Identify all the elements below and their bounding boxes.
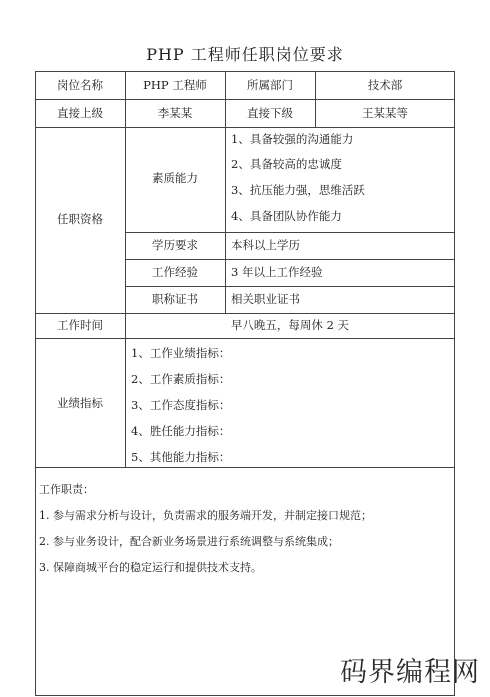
subordinate-value: 王某某等: [362, 106, 408, 120]
requirements-table: [35, 71, 455, 696]
dept-value: 技术部: [367, 78, 403, 92]
position-value: PHP 工程师: [143, 78, 207, 92]
dept-label: 所属部门: [247, 78, 293, 92]
work-time-label: 工作时间: [57, 318, 103, 332]
superior-value: 李某某: [157, 106, 193, 120]
education-label: 学历要求: [152, 238, 198, 252]
quality-item: 2、具备较高的忠诚度: [231, 157, 342, 171]
duties-heading: 工作职责：: [39, 483, 94, 496]
position-label: 岗位名称: [57, 78, 103, 92]
quality-item: 4、具备团队协作能力: [231, 209, 342, 223]
work-time-value: 早八晚五，每周休 2 天: [230, 318, 350, 332]
quality-label: 素质能力: [152, 171, 198, 185]
performance-item: 3、工作态度指标：: [131, 398, 231, 412]
certificate-label: 职称证书: [152, 292, 198, 306]
subordinate-label: 直接下级: [247, 106, 293, 120]
education-value: 本科以上学历: [231, 238, 300, 252]
duty-item: 2. 参与业务设计，配合新业务场景进行系统调整与系统集成；: [39, 535, 339, 548]
superior-label: 直接上级: [57, 106, 103, 120]
quality-item: 1、具备较强的沟通能力: [231, 132, 354, 146]
certificate-value: 相关职业证书: [231, 292, 300, 306]
performance-item: 4、胜任能力指标：: [131, 424, 231, 438]
experience-label: 工作经验: [152, 265, 198, 279]
performance-item: 2、工作素质指标：: [131, 372, 231, 386]
performance-item: 5、其他能力指标：: [131, 450, 231, 464]
experience-value: 3 年以上工作经验: [231, 265, 323, 279]
performance-label: 业绩指标: [57, 396, 103, 410]
site-watermark: 码界编程网: [340, 657, 480, 688]
document-title: PHP 工程师任职岗位要求: [146, 45, 344, 64]
qualification-label: 任职资格: [57, 212, 103, 226]
duty-item: 3. 保障商城平台的稳定运行和提供技术支持。: [39, 561, 262, 574]
duty-item: 1. 参与需求分析与设计，负责需求的服务端开发，并制定接口规范；: [39, 509, 372, 522]
performance-item: 1、工作业绩指标：: [131, 346, 231, 360]
quality-item: 3、抗压能力强，思维活跃: [231, 183, 365, 197]
